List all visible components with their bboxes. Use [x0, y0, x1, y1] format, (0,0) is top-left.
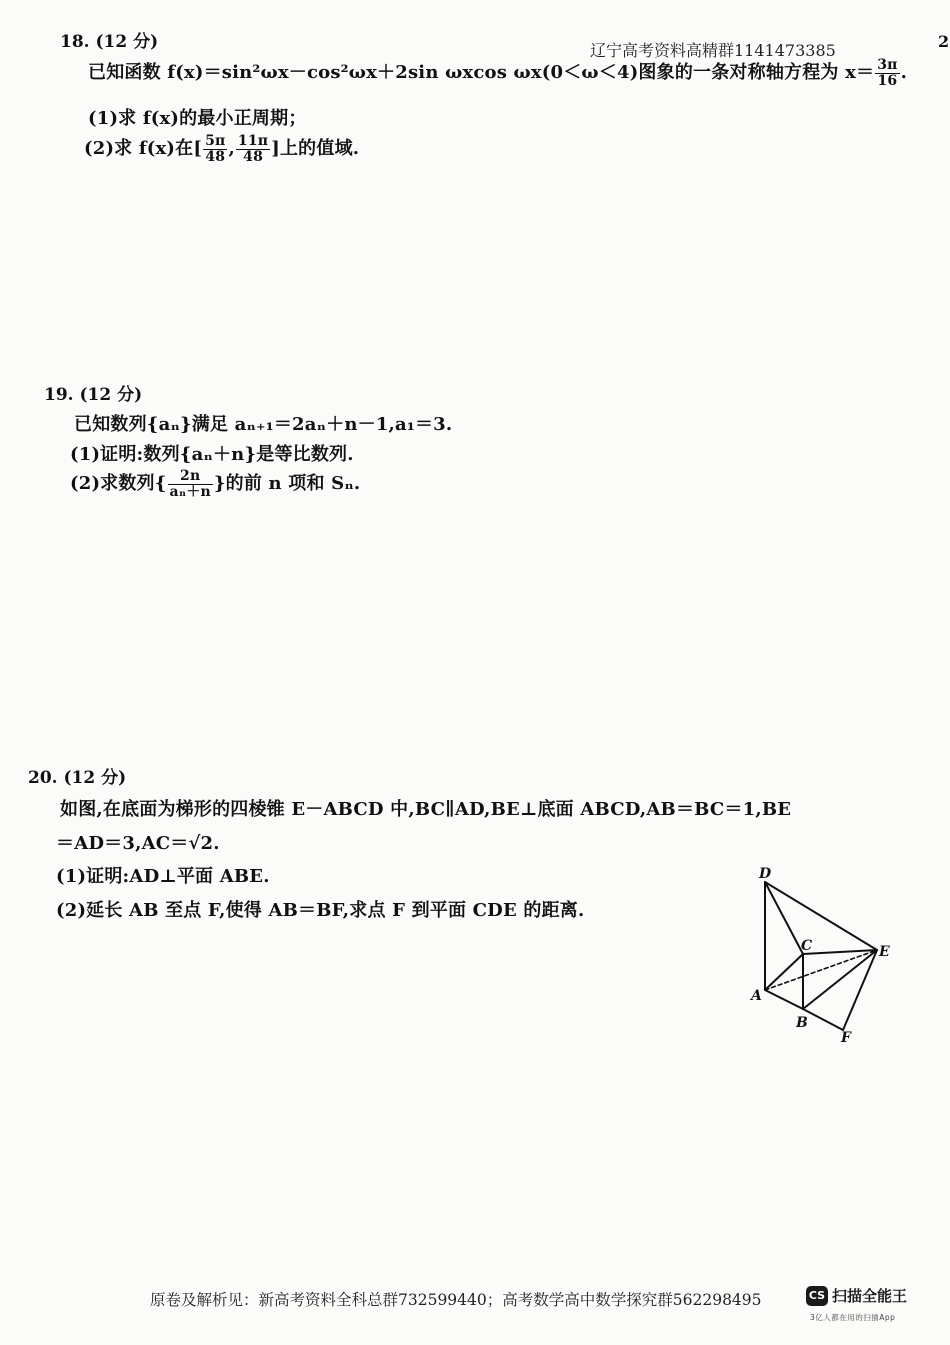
q18-part1: (1)求 f(x)的最小正周期；	[88, 108, 307, 129]
scanner-app-subtitle: 3亿人都在用的扫描App	[810, 1313, 896, 1322]
q18-part2-f2-den: 48	[243, 148, 264, 165]
footer-text: 原卷及解析见：新高考资料全科总群732599440；高考数学高中数学探究群562298495	[150, 1291, 762, 1309]
q18-stem-frac-num: 3π	[877, 57, 898, 73]
camscanner-logo-icon: CS	[806, 1286, 828, 1306]
q20-part2: (2)延长 AB 至点 F,使得 AB＝BF,求点 F 到平面 CDE 的距离.	[56, 900, 585, 921]
q18-stem-text: 已知函数 f(x)＝sin²ωx－cos²ωx＋2sin ωxcos ωx(0＜ω＜4)图象的一条对称轴方程为 x＝	[88, 62, 875, 84]
q20-stem-line2: ＝AD＝3,AC＝√2.	[56, 833, 220, 854]
q18-stem-end: .	[900, 62, 908, 84]
q18-stem-frac-den: 16	[877, 72, 898, 89]
edge-BE	[803, 950, 877, 1009]
scanner-brand	[806, 1285, 907, 1306]
q20-stem-line1: 如图,在底面为梯形的四棱锥 E－ABCD 中,BC∥AD,BE⊥底面 ABCD,AB＝BC＝1,BE	[60, 799, 792, 820]
q19-heading: 19. (12 分)	[44, 385, 143, 405]
q19-part1: (1)证明:数列{aₙ＋n}是等比数列.	[70, 444, 354, 465]
q18-part2	[84, 134, 359, 164]
q19-part2-den: aₙ＋n	[169, 483, 211, 500]
label-F: F	[841, 1030, 851, 1046]
pyramid-figure	[745, 862, 905, 1047]
q18-part2-f2-num: 11π	[237, 133, 269, 149]
label-A: A	[751, 988, 762, 1004]
q19-part2	[70, 469, 360, 499]
edge-FE	[843, 950, 877, 1030]
q18-stem	[88, 58, 907, 88]
label-C: C	[801, 938, 813, 954]
q18-part2-f1-den: 48	[205, 148, 226, 165]
q18-part2-f1-num: 5π	[205, 133, 226, 149]
q18-part2-fraction-2	[236, 134, 270, 164]
edge-AC	[765, 954, 803, 990]
q18-heading: 18. (12 分)	[60, 32, 159, 52]
q19-stem: 已知数列{aₙ}满足 aₙ₊₁＝2aₙ＋n－1,a₁＝3.	[74, 414, 453, 435]
q19-part2-fraction	[168, 469, 213, 499]
q18-part2-end: ]上的值域.	[271, 138, 360, 160]
q18-stem-fraction	[875, 58, 899, 88]
label-D: D	[759, 866, 772, 882]
q19-part2-end: }的前 n 项和 Sₙ.	[213, 473, 361, 495]
q18-part2-text: (2)求 f(x)在[	[84, 138, 203, 160]
edge-BF	[803, 1009, 843, 1030]
q19-part2-text: (2)求数列{	[70, 473, 167, 495]
watermark-top: 辽宁高考资料高精群1141473385	[590, 41, 836, 60]
q18-part2-fraction-1	[203, 134, 227, 164]
page-number: 2	[938, 32, 950, 51]
scanner-app-name: 扫描全能王	[832, 1287, 908, 1305]
edge-DE	[765, 882, 877, 950]
edge-AB	[765, 990, 803, 1009]
q20-part1: (1)证明:AD⊥平面 ABE.	[56, 866, 270, 887]
q18-part2-sep: ,	[228, 138, 235, 160]
label-B: B	[796, 1015, 808, 1031]
q20-heading: 20. (12 分)	[28, 768, 127, 788]
edge-AE-dashed	[765, 950, 877, 990]
label-E: E	[879, 944, 890, 960]
q19-part2-num: 2n	[168, 469, 213, 485]
